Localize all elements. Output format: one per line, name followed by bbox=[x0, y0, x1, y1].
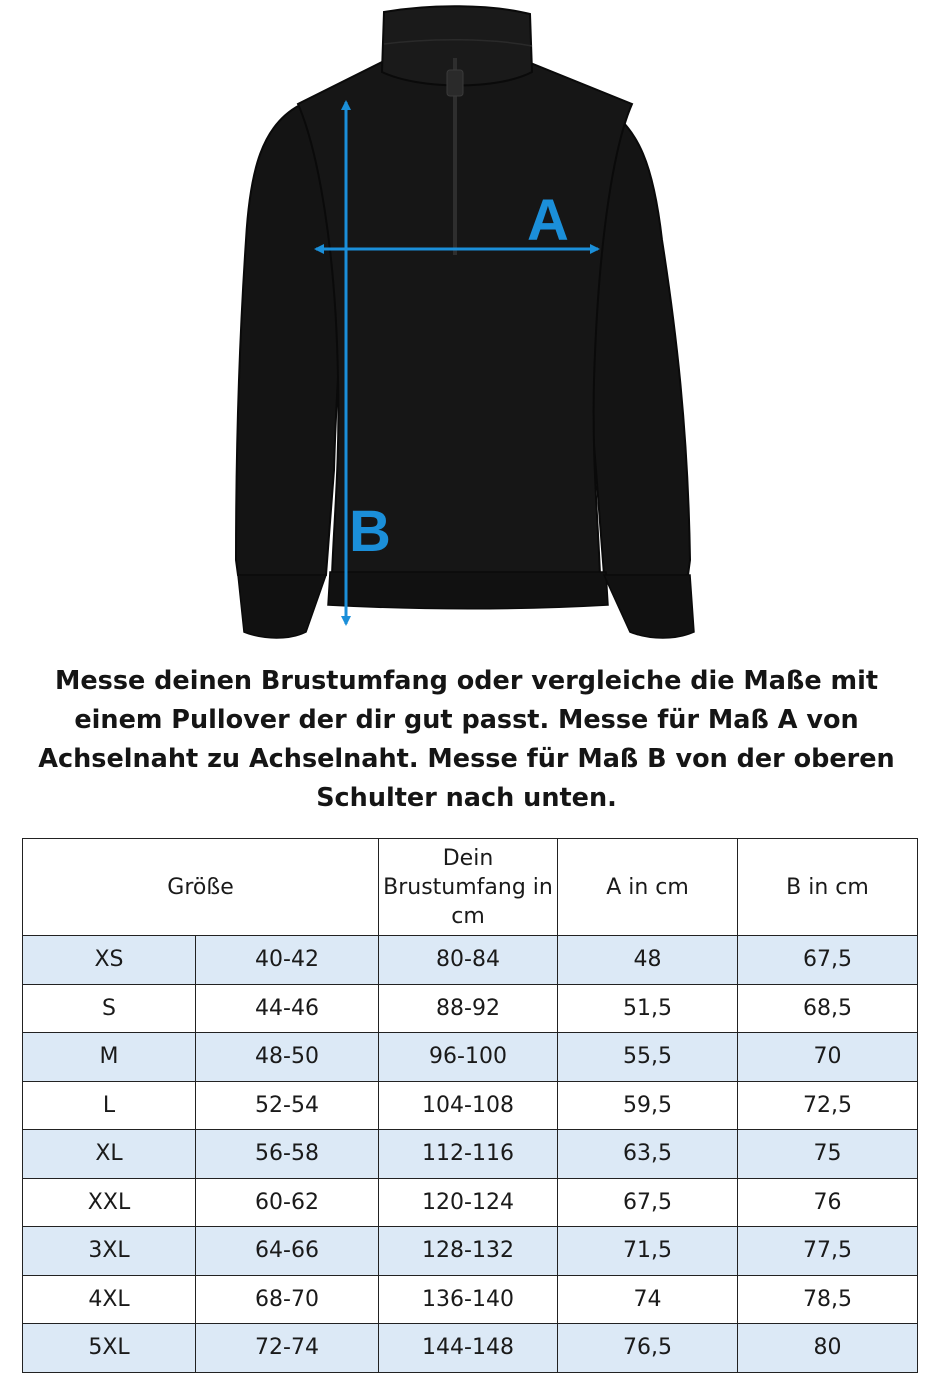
cell-size: 4XL bbox=[23, 1275, 196, 1324]
cell-eu-size: 40-42 bbox=[196, 936, 379, 985]
table-row bbox=[23, 1130, 918, 1179]
sweater-shape bbox=[236, 6, 694, 638]
table-row bbox=[23, 1081, 918, 1130]
cell-size: XL bbox=[23, 1130, 196, 1179]
garment-illustration bbox=[0, 0, 933, 650]
cell-eu-size: 68-70 bbox=[196, 1275, 379, 1324]
header-a: A in cm bbox=[558, 839, 738, 936]
cell-a: 67,5 bbox=[558, 1178, 738, 1227]
cell-b: 70 bbox=[738, 1033, 918, 1082]
measurement-instructions: Messe deinen Brustumfang oder vergleiche die Maße mit einem Pullover der dir gut passt. Messe für Maß A von Achselnaht zu Achselnaht. Messe für Maß B von der oberen Schulter nach unten. bbox=[38, 666, 895, 813]
table-row bbox=[23, 1324, 918, 1373]
table-row bbox=[23, 1227, 918, 1276]
cell-chest: 104-108 bbox=[379, 1081, 558, 1130]
cell-eu-size: 72-74 bbox=[196, 1324, 379, 1373]
size-chart-header bbox=[23, 839, 918, 936]
cell-size: L bbox=[23, 1081, 196, 1130]
cell-a: 48 bbox=[558, 936, 738, 985]
size-chart-table bbox=[22, 838, 918, 1373]
cell-b: 72,5 bbox=[738, 1081, 918, 1130]
size-chart-body bbox=[23, 936, 918, 1373]
cell-eu-size: 60-62 bbox=[196, 1178, 379, 1227]
measure-b-label: B bbox=[349, 499, 391, 564]
table-row bbox=[23, 936, 918, 985]
cell-b: 76 bbox=[738, 1178, 918, 1227]
measure-a-label: A bbox=[527, 188, 569, 253]
cell-a: 59,5 bbox=[558, 1081, 738, 1130]
cell-a: 71,5 bbox=[558, 1227, 738, 1276]
cell-a: 55,5 bbox=[558, 1033, 738, 1082]
cell-size: XXL bbox=[23, 1178, 196, 1227]
cell-size: 3XL bbox=[23, 1227, 196, 1276]
cell-eu-size: 44-46 bbox=[196, 984, 379, 1033]
header-b: B in cm bbox=[738, 839, 918, 936]
cell-chest: 80-84 bbox=[379, 936, 558, 985]
cell-b: 75 bbox=[738, 1130, 918, 1179]
cell-b: 80 bbox=[738, 1324, 918, 1373]
cell-a: 74 bbox=[558, 1275, 738, 1324]
cell-chest: 128-132 bbox=[379, 1227, 558, 1276]
cell-size: XS bbox=[23, 936, 196, 985]
cell-eu-size: 52-54 bbox=[196, 1081, 379, 1130]
cell-eu-size: 48-50 bbox=[196, 1033, 379, 1082]
cell-a: 76,5 bbox=[558, 1324, 738, 1373]
cell-chest: 120-124 bbox=[379, 1178, 558, 1227]
table-row bbox=[23, 1033, 918, 1082]
cell-size: S bbox=[23, 984, 196, 1033]
cell-chest: 136-140 bbox=[379, 1275, 558, 1324]
table-row bbox=[23, 984, 918, 1033]
cell-chest: 96-100 bbox=[379, 1033, 558, 1082]
cell-size: M bbox=[23, 1033, 196, 1082]
table-row bbox=[23, 1178, 918, 1227]
cell-a: 51,5 bbox=[558, 984, 738, 1033]
cell-size: 5XL bbox=[23, 1324, 196, 1373]
header-size: Größe bbox=[23, 839, 379, 936]
cell-eu-size: 56-58 bbox=[196, 1130, 379, 1179]
cell-b: 67,5 bbox=[738, 936, 918, 985]
cell-b: 77,5 bbox=[738, 1227, 918, 1276]
header-chest: Dein Brustumfang in cm bbox=[379, 839, 558, 936]
cell-chest: 88-92 bbox=[379, 984, 558, 1033]
cell-b: 68,5 bbox=[738, 984, 918, 1033]
cell-b: 78,5 bbox=[738, 1275, 918, 1324]
cell-eu-size: 64-66 bbox=[196, 1227, 379, 1276]
cell-chest: 112-116 bbox=[379, 1130, 558, 1179]
cell-chest: 144-148 bbox=[379, 1324, 558, 1373]
table-row bbox=[23, 1275, 918, 1324]
cell-a: 63,5 bbox=[558, 1130, 738, 1179]
